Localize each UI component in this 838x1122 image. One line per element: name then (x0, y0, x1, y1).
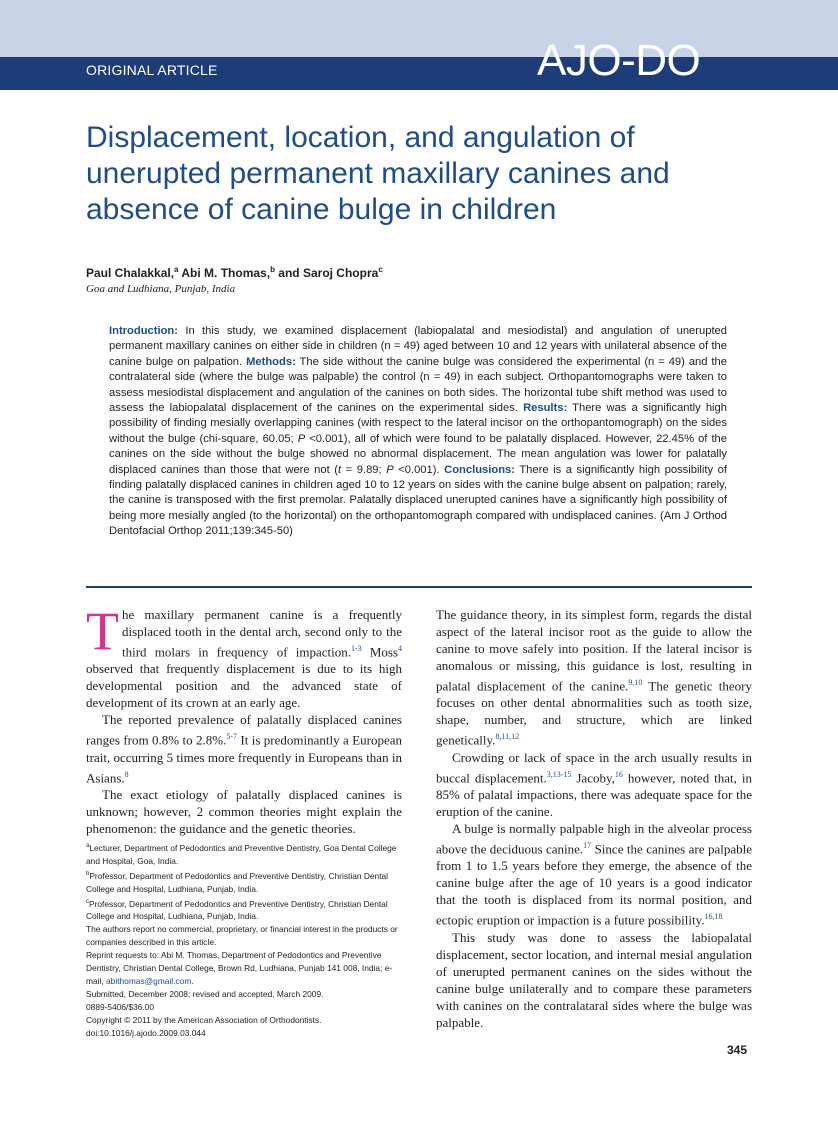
author-name: Abi M. Thomas, (181, 266, 271, 280)
disclosure: The authors report no commercial, proprietary, or financial interest in the products or companies described in this article. (86, 924, 398, 948)
abstract-italic: P (297, 432, 306, 445)
abstract-text: The side without the canine bulge was considered the experimental (n = 49) and the contralateral side (where the bulge was palpable) the control (n = 49) in each subject. Orthopantomographs were taken to assess mesiodistal displacement and angulation of the canines on both sides. The horizontal tube shift method was used to assess the labiopalatal displacement of the canines on the experimental sides. (109, 355, 727, 415)
submission-dates: Submitted, December 2008; revised and accepted, March 2009. (86, 989, 324, 1000)
citation-ref[interactable]: 4 (398, 644, 402, 653)
section-label: ORIGINAL ARTICLE (86, 62, 218, 78)
doi: doi:10.1016/j.ajodo.2009.03.044 (86, 1028, 206, 1039)
abstract-text: <0.001). (393, 463, 445, 476)
author-sup: c (378, 265, 383, 274)
section-divider (86, 586, 752, 588)
text: observed that frequently displacement is due to its high developmental position and the advanced state of development of its crown at an early age. (86, 661, 402, 711)
abstract-text: = 9.89; (341, 463, 387, 476)
journal-logo: AJO-DO (537, 36, 701, 85)
paragraph: This study was done to assess the labiopalatal displacement, sector location, and internal mesial angulation of unerupted permanent canines on the sides without the canine bulge unilaterally and to compare these parameters with canines on the contralataral sides where the bulge was palpable. (436, 929, 752, 1030)
footnote (86, 868, 402, 896)
abstract-heading-results: Results: (523, 402, 568, 415)
text: Crowding or lack of space in the arch usually results in buccal displacement. (436, 749, 752, 785)
affiliation: Goa and Ludhiana, Punjab, India (86, 283, 236, 295)
citation-ref[interactable]: 1-3 (350, 644, 362, 653)
article-title: Displacement, location, and angulation of unerupted permanent maxillary canines and absence of canine bulge in children (86, 121, 670, 226)
text: The reported prevalence of palatally displaced canines ranges from 0.8% to 2.8%. (86, 712, 402, 748)
text: Professor, Department of Pedodontics and Preventive Dentistry, Christian Dental College and Hospital, Ludhiana, Punjab, India. (86, 898, 388, 922)
paragraph (436, 606, 752, 749)
abstract-heading-introduction: Introduction: (109, 325, 178, 337)
text: Reprint requests to: Abi M. Thomas, Department of Pedodontics and Preventive Dentistry, Christian Dental College, Brown Rd, Ludhiana, Punjab 141 008, India; e-mail, (86, 950, 393, 987)
abstract (109, 324, 727, 540)
text: It is predominantly a European trait, occurring 5 times more frequently in Europeans than in Asians. (86, 732, 403, 785)
abstract-text: There was a significantly high possibility of finding mesially overlapping canines (with respect to the lateral incisor on the orthopantomograph) on the sides without the bulge (chi-square, 60.05; (109, 402, 727, 445)
text: he maxillary permanent canine is a frequently displaced tooth in the dental arch, second only to the third molars in frequency of impaction. (122, 607, 402, 660)
abstract-italic: P (386, 463, 394, 476)
citation-ref[interactable]: 8,11,12 (495, 732, 520, 742)
footnote (86, 840, 402, 868)
abstract-italic: t (338, 463, 342, 476)
text: . (191, 976, 194, 987)
footnotes (86, 840, 402, 1040)
citation-ref[interactable]: 16,18 (704, 912, 723, 922)
body-column-right (436, 606, 752, 1031)
paragraph (436, 749, 752, 820)
citation-ref[interactable]: 9,10 (628, 678, 643, 687)
citation-ref[interactable]: 3,13-15 (546, 769, 572, 779)
abstract-text: There is a significantly high possibility of finding palatally displaced canines in children aged 10 to 12 years on sides with the canine bulge absent on palpation; rarely, the canine is transposed with the first premolar. Palatally displaced unerupted canines have a significantly high possibility of being more mesially angled (to the horizontal) on the orthopantomograph compared with undisplaced canines. (Am J Orthod Dentofacial Orthop 2011;139:345-50) (109, 463, 727, 538)
abstract-text: In this study, we examined displacement (labiopalatal and mesiodistal) and angulation of unerupted permanent maxillary canines on either side in children (n = 49) aged between 10 and 12 years with unilateral absence of the canine bulge on palpation. (109, 325, 727, 368)
abstract-heading-conclusions: Conclusions: (444, 463, 515, 476)
footnote (86, 896, 402, 924)
text: Moss (361, 644, 398, 660)
citation-ref[interactable]: 17 (583, 840, 592, 850)
abstract-heading-methods: Methods: (246, 355, 296, 368)
citation-ref[interactable]: 16 (614, 769, 623, 779)
reprint-requests (86, 949, 402, 988)
text: The genetic theory focuses on other dental abnormalities such as tooth size, shape, number, and structure, which are linked genetically. (436, 678, 752, 748)
footnote-marker: c (86, 898, 89, 905)
author-name: Paul Chalakkal, (86, 266, 175, 280)
citation-ref[interactable]: 5-7 (226, 732, 237, 742)
paragraph (436, 820, 752, 929)
citation-ref[interactable]: 8 (124, 769, 129, 779)
paragraph (86, 601, 402, 711)
abstract-text: <0.001), all of which were found to be palatally displaced. However, 22.45% of the canines on the side without the bulge showed no abnormal displacement. The mean angulation was lower for palatally displaced canines than those that were not ( (109, 432, 727, 476)
text: Professor, Department of Pedodontics and Preventive Dentistry, Christian Dental College and Hospital, Ludhiana, Punjab, India. (86, 870, 389, 894)
email-link[interactable]: abithomas@gmail.com (106, 976, 192, 987)
text: however, noted that, in 85% of palatal impactions, there was adequate space for the eruption of the canine. (436, 769, 752, 819)
footnote-marker: b (86, 870, 90, 877)
author-name: and Saroj Chopra (278, 266, 379, 280)
author-sup: a (174, 265, 179, 274)
issn: 0889-5406/$36.00 (86, 1002, 154, 1013)
text: A bulge is normally palpable high in the alveolar process above the deciduous canine. (436, 820, 752, 857)
paragraph (86, 711, 402, 786)
text: Jacoby, (571, 769, 615, 785)
page-number: 345 (727, 1043, 748, 1057)
text: The guidance theory, in its simplest form, regards the distal aspect of the lateral incisor root as the guide to allow the canine to move safely into position. If the lateral incisor is anomalous or missing, this guidance is lost, resulting in palatal displacement of the canine. (436, 607, 752, 694)
header-band (0, 0, 838, 57)
copyright: Copyright © 2011 by the American Association of Orthodontists. (86, 1015, 322, 1026)
text: Since the canines are palpable from 1 to 1.5 years before they emerge, the absence of the canine bulge after the age of 10 years is a good indicator that the tooth is displaced from its normal position, and ectopic eruption or impaction is a future possibility. (436, 841, 752, 928)
author-list (86, 265, 383, 280)
author-sup: b (270, 265, 275, 274)
footnote-marker: a (86, 843, 90, 849)
body-column-left (86, 601, 403, 837)
drop-cap: T (86, 601, 119, 661)
paragraph: The exact etiology of palatally displaced canines is unknown; however, 2 common theories might explain the phenomenon: the guidance and the genetic theories. (86, 786, 402, 836)
text: Lecturer, Department of Pedodontics and Preventive Dentistry, Goa Dental College and Hospital, Goa, India. (86, 842, 397, 866)
